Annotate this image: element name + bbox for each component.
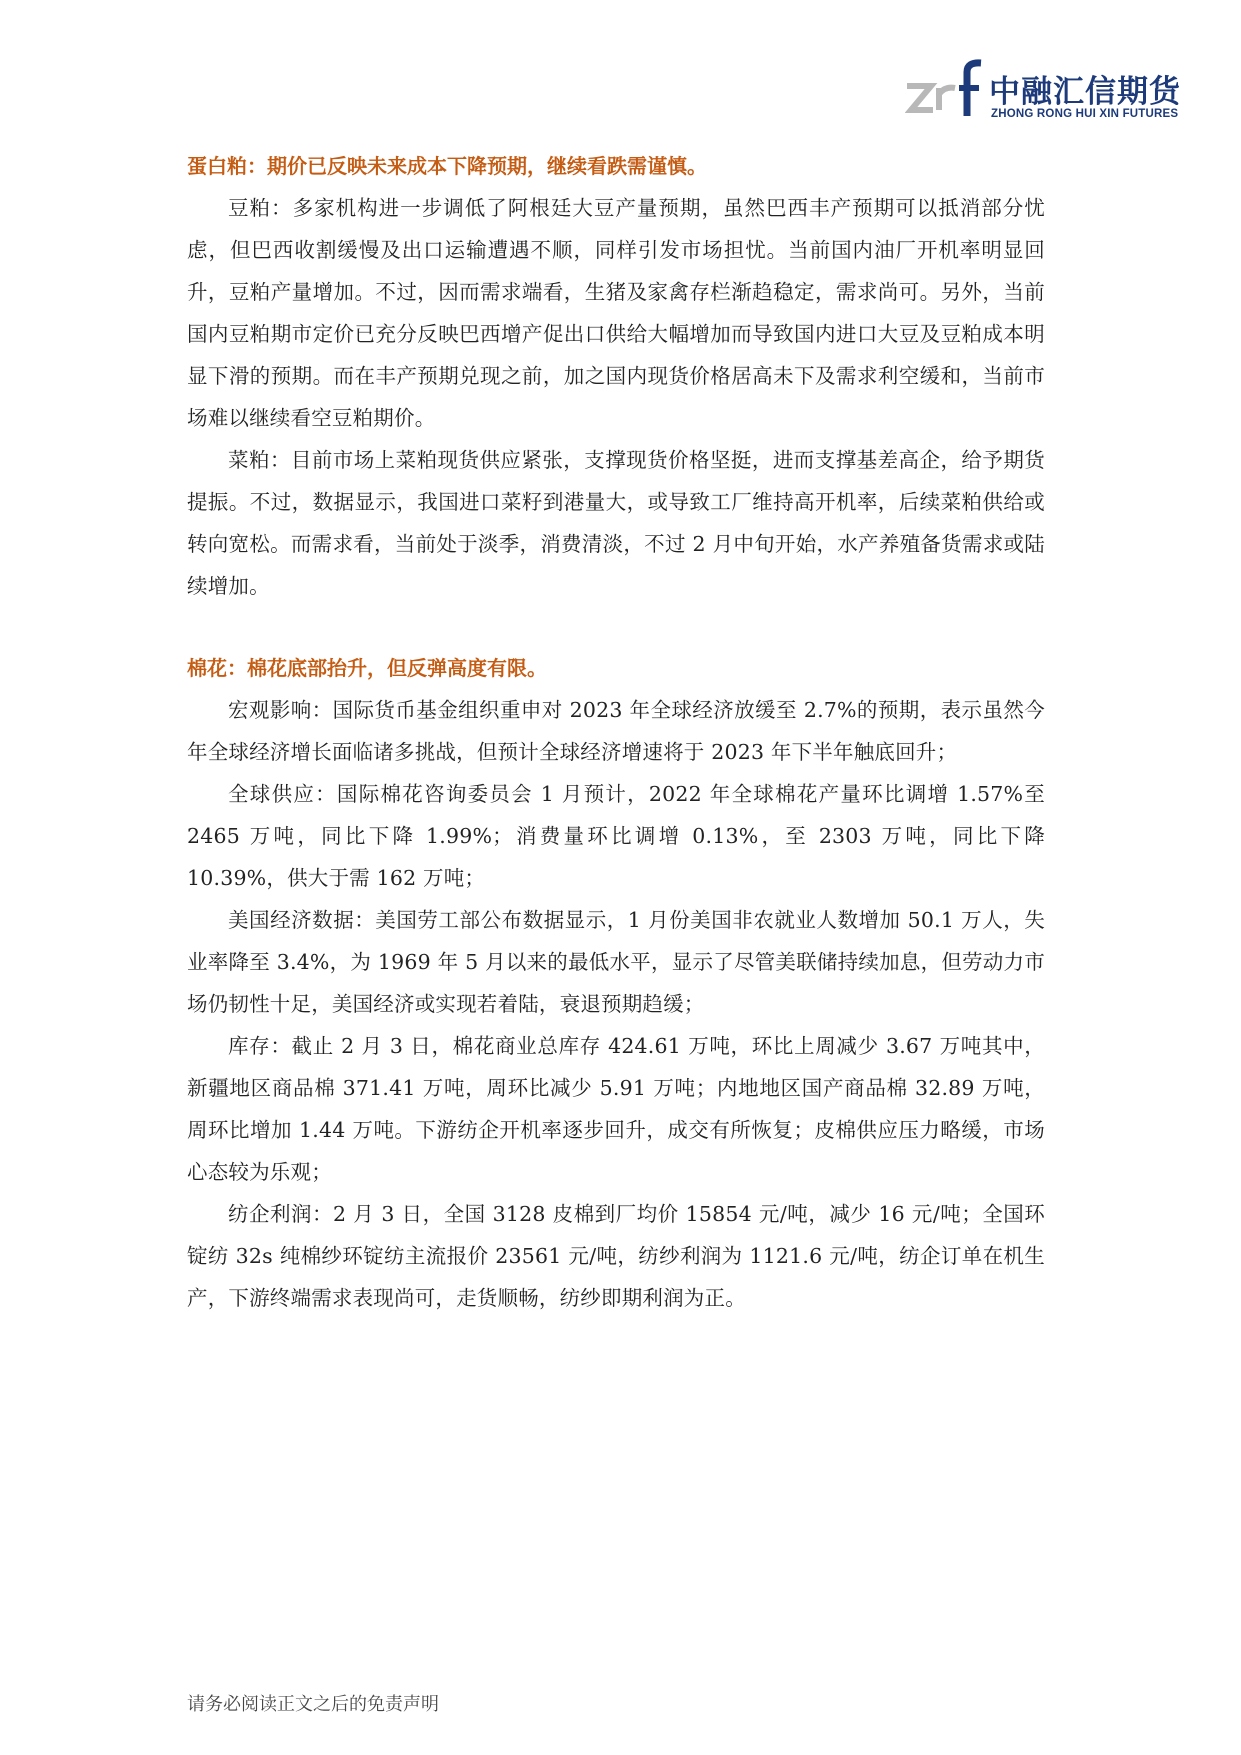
paragraph-global-supply: 全球供应：国际棉花咨询委员会 1 月预计，2022 年全球棉花产量环比调增 1.57%至 2465 万吨，同比下降 1.99%；消费量环比调增 0.13%，至 2303 万吨，同比下降 10.39%，供大于需 162 万吨； [187,782,1045,890]
company-logo [905,58,1195,124]
paragraph-soybean-meal: 豆粕：多家机构进一步调低了阿根廷大豆产量预期，虽然巴西丰产预期可以抵消部分忧虑，但巴西收割缓慢及出口运输遭遇不顺，同样引发市场担忧。当前国内油厂开机率明显回升，豆粕产量增加。不过，因而需求端看，生猪及家禽存栏渐趋稳定，需求尚可。另外，当前国内豆粕期市定价已充分反映巴西增产促出口供给大幅增加而导致国内进口大豆及豆粕成本明显下滑的预期。而在丰产预期兑现之前，加之国内现货价格居高未下及需求利空缓和，当前市场难以继续看空豆粕期价。 [187,196,1045,430]
logo-chinese-name: 中融汇信期货 [989,74,1181,110]
report-body [187,145,1045,1319]
zrf-logo-icon [905,58,985,124]
section-title-protein-meal: 蛋白粕：期价已反映未来成本下降预期，继续看跌需谨慎。 [187,154,707,178]
section-title-cotton: 棉花：棉花底部抬升，但反弹高度有限。 [187,656,547,680]
footer-disclaimer: 请务必阅读正文之后的免责声明 [187,1694,439,1715]
paragraph-macro-impact: 宏观影响：国际货币基金组织重申对 2023 年全球经济放缓至 2.7%的预期，表示虽然今年全球经济增长面临诸多挑战，但预计全球经济增速将于 2023 年下半年触底回升； [187,698,1045,764]
logo-english-name: ZHONG RONG HUI XIN FUTURES [991,108,1179,120]
paragraph-mill-profit: 纺企利润：2 月 3 日，全国 3128 皮棉到厂均价 15854 元/吨，减少 16 元/吨；全国环锭纺 32s 纯棉纱环锭纺主流报价 23561 元/吨，纺纱利润为 1121.6 元/吨，纺企订单在机生产，下游终端需求表现尚可，走货顺畅，纺纱即期利润为正。 [187,1202,1045,1310]
paragraph-inventory: 库存：截止 2 月 3 日，棉花商业总库存 424.61 万吨，环比上周减少 3.67 万吨其中，新疆地区商品棉 371.41 万吨，周环比减少 5.91 万吨；内地地区国产商品棉 32.89 万吨，周环比增加 1.44 万吨。下游纺企开机率逐步回升，成交有所恢复；皮棉供应压力略缓，市场心态较为乐观； [187,1034,1045,1184]
paragraph-us-economic-data: 美国经济数据：美国劳工部公布数据显示，1 月份美国非农就业人数增加 50.1 万人，失业率降至 3.4%，为 1969 年 5 月以来的最低水平，显示了尽管美联储持续加息，但劳动力市场仍韧性十足，美国经济或实现若着陆，衰退预期趋缓； [187,908,1045,1016]
paragraph-rapeseed-meal: 菜粕：目前市场上菜粕现货供应紧张，支撑现货价格坚挺，进而支撑基差高企，给予期货提振。不过，数据显示，我国进口菜籽到港量大，或导致工厂维持高开机率，后续菜粕供给或转向宽松。而需求看，当前处于淡季，消费清淡，不过 2 月中旬开始，水产养殖备货需求或陆续增加。 [187,448,1045,598]
section-spacer [187,607,1045,647]
